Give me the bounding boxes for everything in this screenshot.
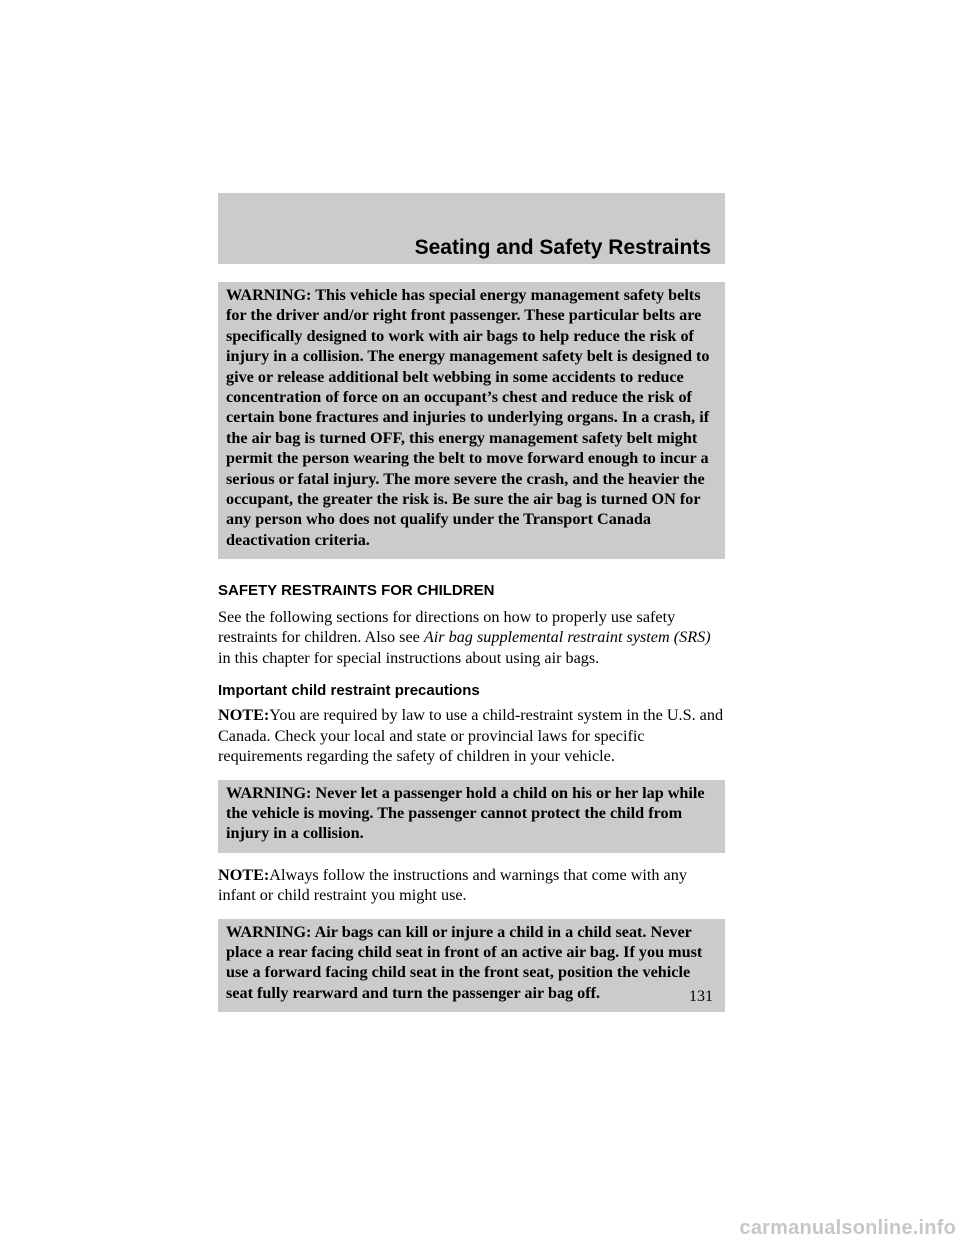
note-paragraph bbox=[218, 865, 725, 906]
note-text: Always follow the instructions and warnings that come with any infant or child restraint you might use. bbox=[218, 865, 687, 905]
note-text: You are required by law to use a child-restraint system in the U.S. and Canada. Check your local and state or provincial laws for specific requirements regarding the safety of children in your vehicle. bbox=[218, 706, 724, 766]
warning-box-energy-management: WARNING: This vehicle has special energy management safety belts for the driver and/or right front passenger. These particular belts are specifically designed to work with air bags to help reduce the risk of injury in a collision. The energy management safety belt is designed to give or release additional belt webbing in some accidents to reduce concentration of force on an occupant’s chest and reduce the risk of certain bone fractures and injuries to underlying organs. In a crash, if the air bag is turned OFF, this energy management safety belt might permit the person wearing the belt to move forward enough to incur a serious or fatal injury. The more severe the crash, and the heavier the occupant, the greater the risk is. Be sure the air bag is turned ON for any person who does not qualify under the Transport Canada deactivation criteria. bbox=[218, 282, 725, 559]
paragraph-intro bbox=[218, 607, 725, 668]
intro-text: See the following sections for directions on how to properly use safety restraints for children. Also see bbox=[218, 607, 676, 647]
section-heading: SAFETY RESTRAINTS FOR CHILDREN bbox=[218, 582, 495, 600]
intro-text-end: in this chapter for special instructions about using air bags. bbox=[218, 648, 600, 667]
page-content bbox=[218, 282, 725, 1012]
warning-box-child-seat: WARNING: Air bags can kill or injure a child in a child seat. Never place a rear facing child seat in front of an active air bag. If you must use a forward facing child seat in the front seat, position the vehicle seat fully rearward and turn the passenger air bag off. bbox=[218, 919, 725, 1013]
subsection-heading: Important child restraint precautions bbox=[218, 681, 480, 699]
note-label: NOTE: bbox=[218, 865, 270, 884]
watermark: carmanualsonline.info bbox=[739, 1217, 956, 1239]
chapter-header bbox=[218, 193, 725, 264]
page-number: 131 bbox=[689, 988, 713, 1005]
note-label: NOTE: bbox=[218, 706, 270, 725]
note-paragraph bbox=[218, 705, 725, 766]
warning-box-lap: WARNING: Never let a passenger hold a child on his or her lap while the vehicle is moving. The passenger cannot protect the child from injury in a collision. bbox=[218, 780, 725, 853]
chapter-title: Seating and Safety Restraints bbox=[414, 236, 711, 259]
cross-reference: Air bag supplemental restraint system (SRS) bbox=[423, 628, 711, 647]
